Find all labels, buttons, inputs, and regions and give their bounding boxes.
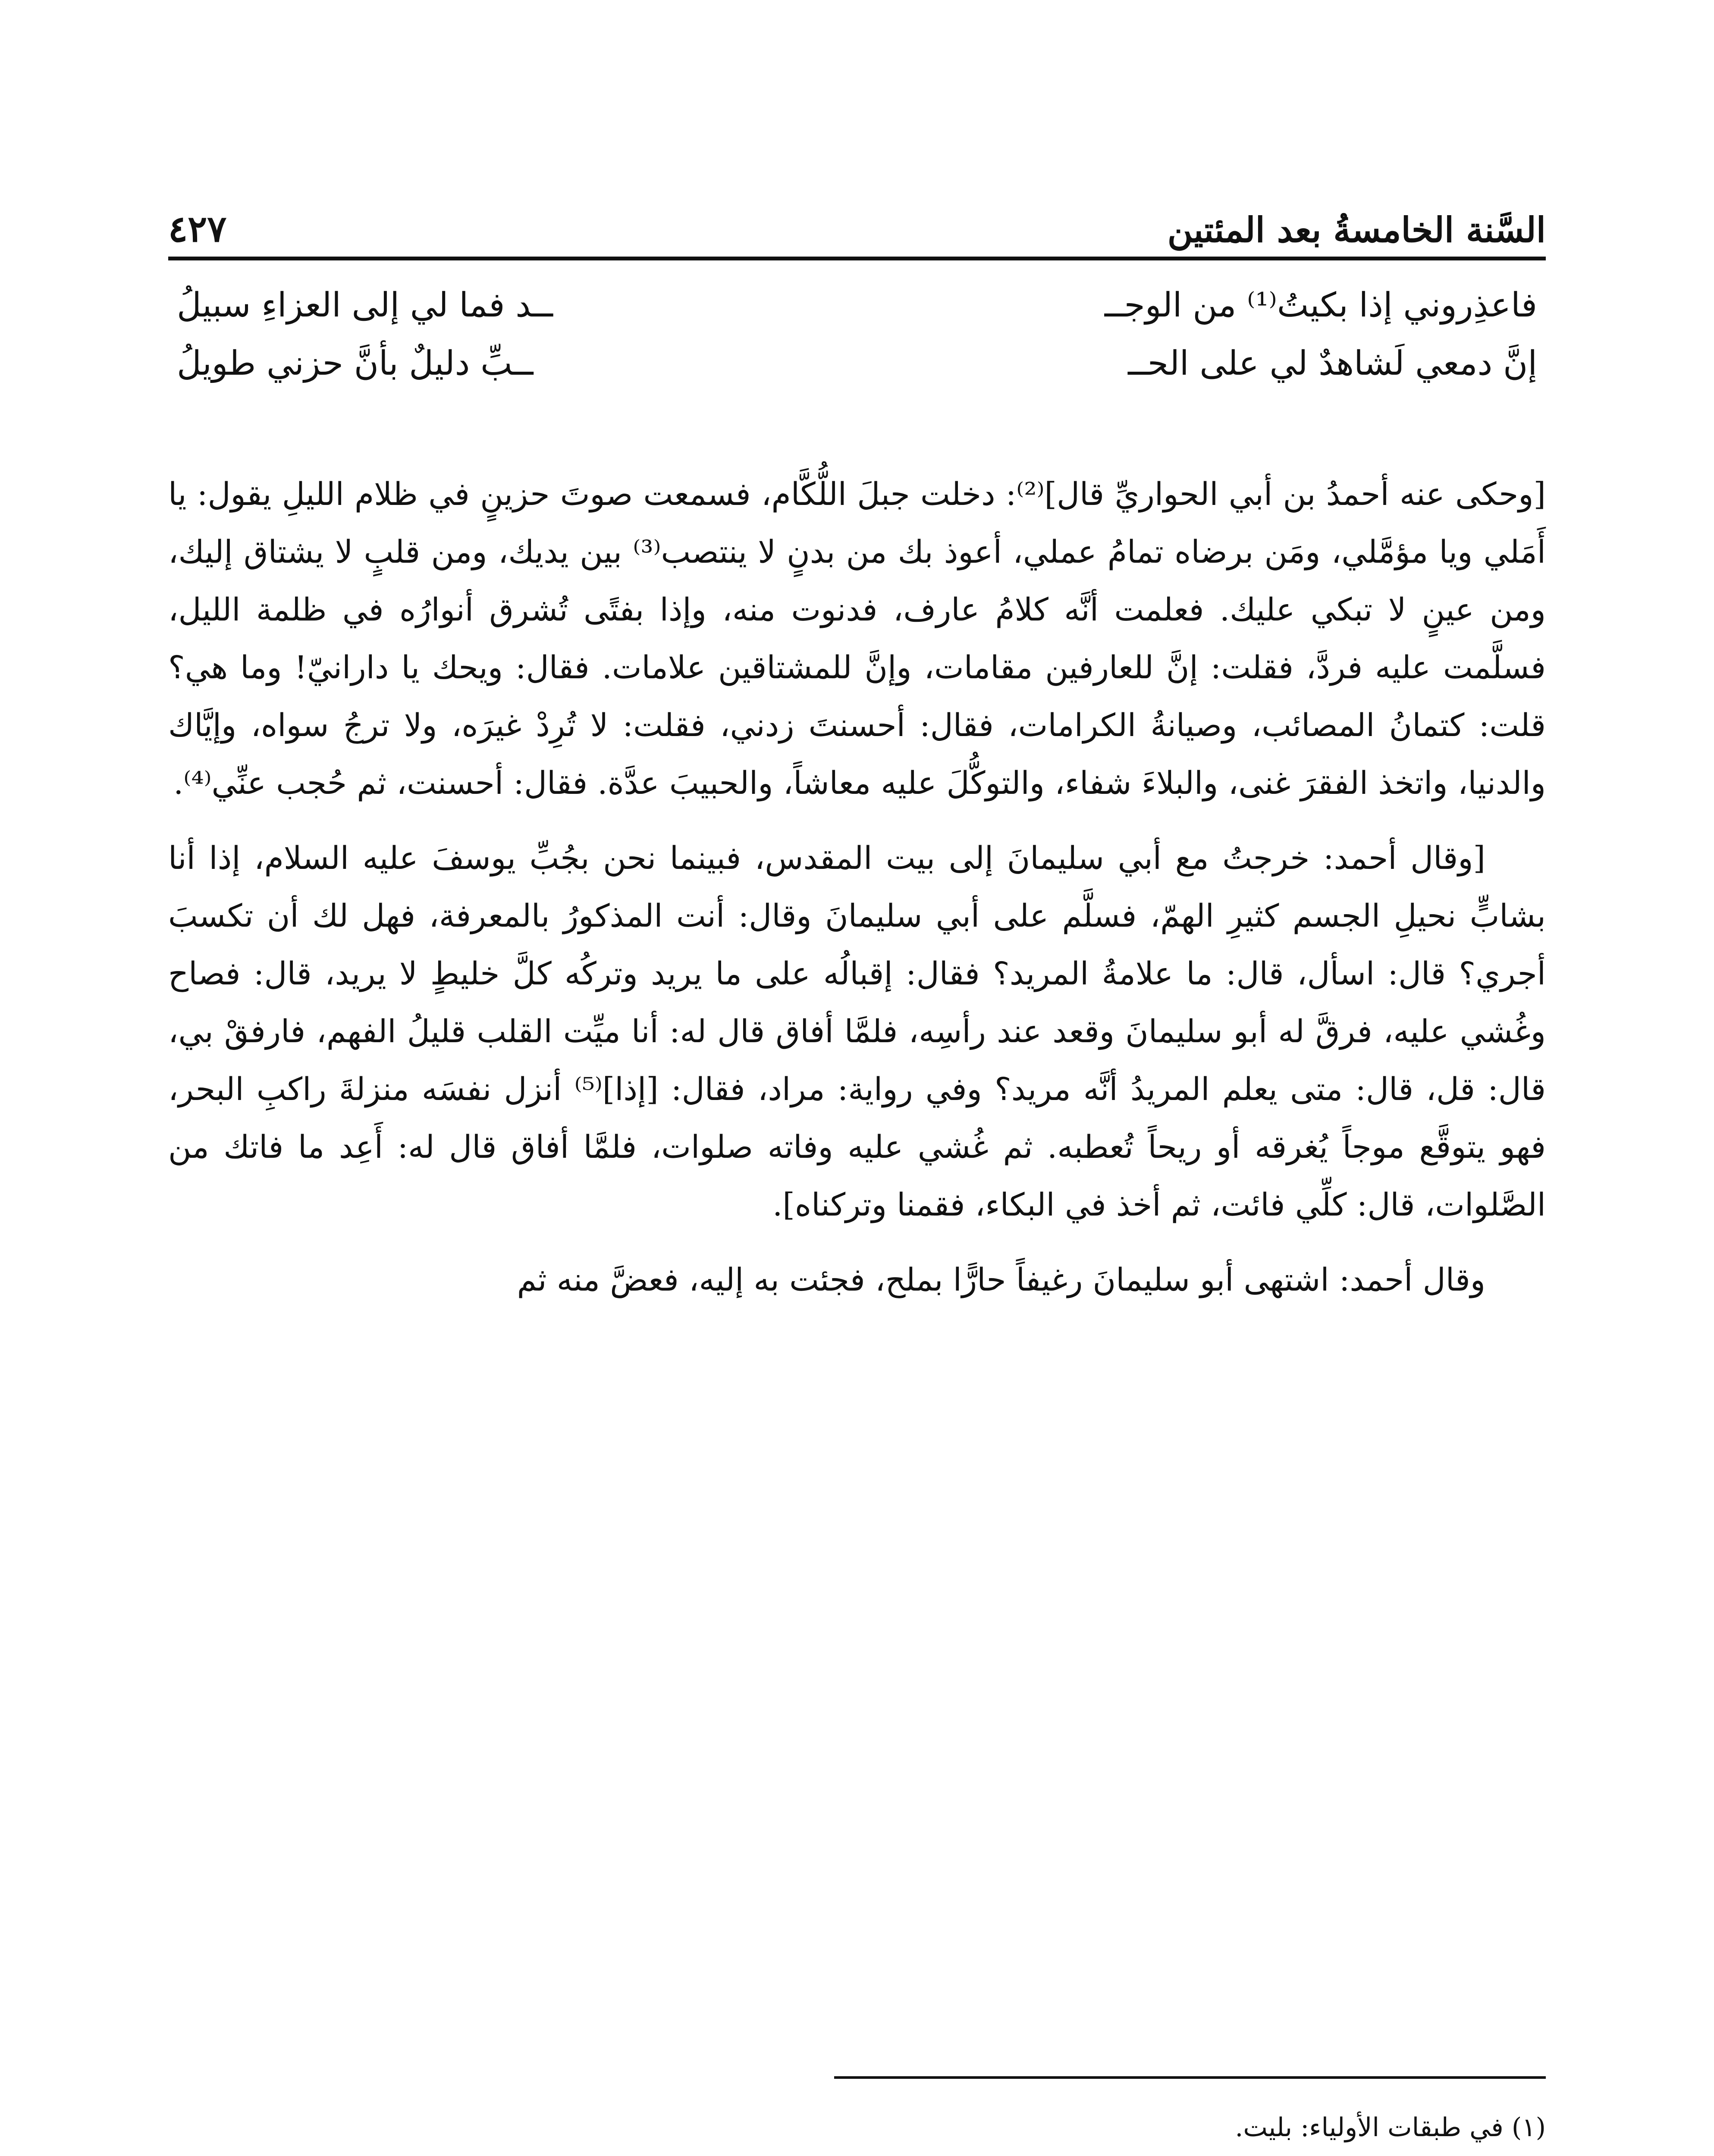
header-rule xyxy=(168,257,1546,260)
page-header xyxy=(168,164,1546,250)
verse-line xyxy=(177,334,1537,392)
footnotes xyxy=(168,2100,1546,2156)
verse-first-hemistich: إنَّ دمعي لَشاهدٌ لي على الحــ xyxy=(1128,344,1537,383)
verse-line xyxy=(177,276,1537,334)
page-number: ٤٢٧ xyxy=(168,207,227,250)
footnote-separator xyxy=(834,2076,1546,2079)
verse-second-hemistich: ــبِّ دليلٌ بأنَّ حزني طويلُ xyxy=(177,344,534,383)
verse-second-hemistich: ــد فما لي إلى العزاءِ سبيلُ xyxy=(177,285,553,325)
running-title: السَّنة الخامسةُ بعد المئتين xyxy=(1167,210,1546,250)
paragraph: وقال أحمد: اشتهى أبو سليمانَ رغيفاً حارًّا بملح، فجئت به إليه، فعضَّ منه ثم xyxy=(517,1262,1485,1298)
main-text xyxy=(168,466,1546,1326)
poem-verses xyxy=(177,276,1537,392)
paragraph: [وقال أحمد: خرجتُ مع أبي سليمانَ إلى بيت المقدس، فبينما نحن بجُبِّ يوسفَ عليه السلام، إذا أنا بشابٍّ نحيلِ الجسم كثيرِ الهمّ، فسلَّم على أبي سليمانَ وقال: أنت المذكورُ بالمعرفة، فهل لك أن تكسبَ أجري؟ قال: اسأل، قال: ما علامةُ المريد؟ فقال: إقبالُه على ما يريد وتركُه كلَّ خليطٍ لا يريد، قال: فصاح وغُشي عليه، فرقَّ له أبو سليمانَ وقعد عند رأسِه، فلمَّا أفاق قال له: أنا ميِّت القلب قليلُ الفهم، فارفقْ بي، قال: قل، قال: متى يعلم المريدُ أنَّه مريد؟ وفي رواية: مراد، فقال: [إذا]⁽⁵⁾ أنزل نفسَه منزلةَ راكبِ البحر، فهو يتوقَّع موجاً يُغرقه أو ريحاً تُعطبه. ثم غُشي عليه وفاته صلوات، فلمَّا أفاق قال له: أَعِد ما فاتك من الصَّلوات، قال: كلِّي فائت، ثم أخذ في البكاء، فقمنا وتركناه]. xyxy=(168,840,1546,1223)
footnote: (١) في طبقات الأولياء: بليت. xyxy=(1235,2112,1546,2143)
verse-first-hemistich: فاعذِروني إذا بكيتُ⁽¹⁾ من الوجــ xyxy=(1104,285,1537,325)
paragraph: [وحكى عنه أحمدُ بن أبي الحواريِّ قال]⁽²⁾: دخلت جبلَ اللُّكَّام، فسمعت صوتَ حزينٍ في ظلام الليلِ يقول: يا أَمَلي ويا مؤمَّلي، ومَن برضاه تمامُ عملي، أعوذ بك من بدنٍ لا ينتصب⁽³⁾ بين يديك، ومن قلبٍ لا يشتاق إليك، ومن عينٍ لا تبكي عليك. فعلمت أنَّه كلامُ عارف، فدنوت منه، وإذا بفتًى تُشرق أنوارُه في ظلمة الليل، فسلَّمت عليه فردَّ، فقلت: إنَّ للعارفين مقامات، وإنَّ للمشتاقين علامات. فقال: ويحك يا دارانيّ! وما هي؟ قلت: كتمانُ المصائب، وصيانةُ الكرامات، فقال: أحسنتَ زدني، فقلت: لا تُرِدْ غيرَه، ولا ترجُ سواه، وإيَّاك والدنيا، واتخذ الفقرَ غنى، والبلاءَ شفاء، والتوكُّلَ عليه معاشاً، والحبيبَ عدَّة. فقال: أحسنت، ثم حُجب عنِّي⁽⁴⁾. xyxy=(168,476,1546,802)
